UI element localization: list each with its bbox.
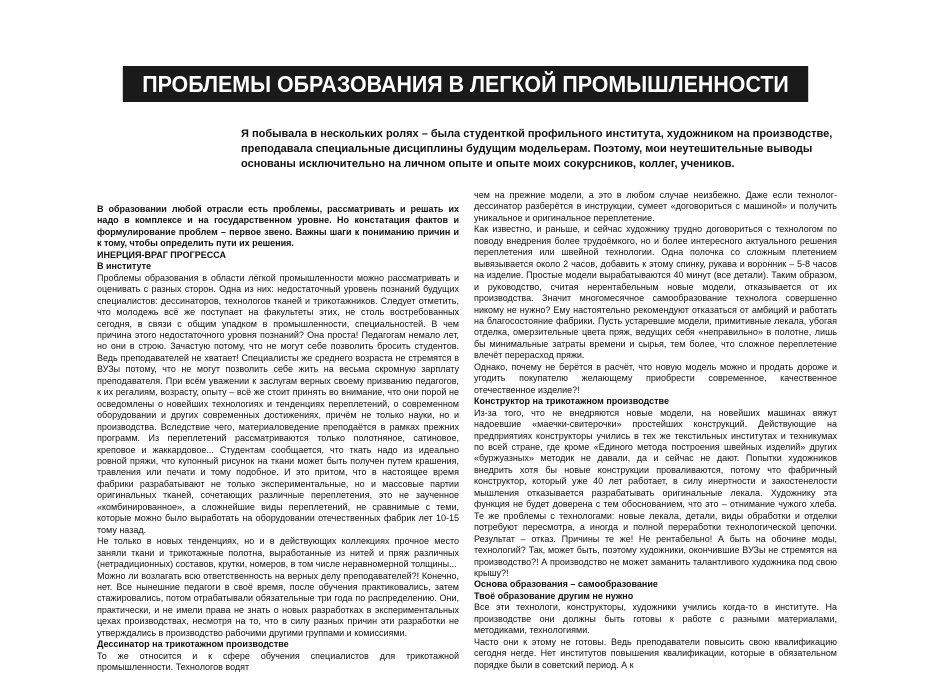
body-paragraph: Однако, почему не берётся в расчёт, что новую модель можно и продать дороже и угодить покупателю желающему приобрести современное, качественное отечественное изделие?! <box>474 361 837 395</box>
body-paragraph: Проблемы образования в области лёгкой промышленности можно рассматривать и оценивать с разных сторон. Одна из них: недостаточный уровень познаний будущих специалистов: дессинаторов, технологов тканей и трикотажников. Следует отметить, что молодежь всё же поступает на факультеты этих, не столь востребованных сегодня, в связи с общим упадком в промышленности, специальностей. В чем причина этого недостаточного уровня познаний? Она проста! Педагогам немало лет, но они в строю. Зачастую потому, что не могут себе позволить бросить студентов. Ведь преподавателей не хватает! Специалисты же среднего возраста не стремятся в ВУЗы потому, что не могут позволить себе жить на весьма скромную зарплату преподавателя. При всём уважении к заслугам верных своему призванию педагогов, к их регалиям, возрасту, опыту – всё же стоит принять во внимание, что они порой не осведомлены о новейших технологиях и тенденциях переплетений, о современном оборудовании и других современных достижениях, причём не только науки, но и производства. Вследствие чего, материаловедение преподаётся в рамках прежних программ. Из переплетений рассматриваются только полотняное, сатиновое, креповое и жаккардовое... Студентам сообщается, что ткать надо из идеально ровной пряжи, что купонный рисунок на ткани может быть получен путем крашения, травления или печати и тому подобное. И это притом, что в настоящее время фабрики разрабатывают не только экспериментальные, но и массовые партии оригинальных тканей, сочетающих различные переплетения, это не заученное «комбинированное», а сложнейшие виды переплетений, не сравнимые с теми, которые можно было выработать на оборудовании отечественных фабрик лет 10-15 тому назад. <box>97 272 459 535</box>
sub-heading: В институте <box>97 261 152 272</box>
body-paragraph: Как известно, и раньше, и сейчас художнику трудно договориться с технологом по поводу внедрения более трудоёмкого, но и более интересного актуального решения переплетения или швейной технологии. Одна полочка со сложным плетением вывязывается около 2 часов, добавить к этому спинку, рукава и воронник – 5-8 часов на изделие. Простые модели вырабатываются 40 минут (все детали). Таким образом, и руководство, считая нерентабельным новые модели, отказывается от их производства. Значит многомесячное самообразование технолога совершенно никому не нужно? Ему настоятельно рекомендуют отказаться от амбиций и работать на благосостояние фабрики. Пусть устаревшие модели, примитивные лекала, убогая отделка, омерзительные цвета пряж, ведущих себя «неправильно» в полотне, лишь бы минимальные затраты времени и сырья, тем более, что сложное переплетение влечёт перерасход пряжи. <box>474 224 837 361</box>
body-paragraph: То же относится и к сфере обучения специалистов для трикотажной промышленности. Технологов водят <box>97 650 459 673</box>
sub-heading: Основа образования – самообразование <box>474 579 658 590</box>
right-column <box>474 190 837 671</box>
body-paragraph: Все эти технологи, конструкторы, художники учились когда-то в институте. На производстве они должны быть готовы к работе с разными материалами, методиками, технологиями. <box>474 602 837 636</box>
intro-paragraph: В образовании любой отрасли есть проблемы, рассматривать и решать их надо в комплексе и на государственном уровне. Но констатация фактов и формулирование проблем – первое звено. Важны шаги к пониманию причин и к тому, чтобы определить пути их решения. <box>97 204 459 249</box>
body-paragraph: Можно ли возлагать всю ответственность на верных делу преподавателей?! Конечно, нет. Все нынешние педагоги в своё время, после обучения практиковались, затем стажировались, потом отрабатывали обязательные три года по распределению. Они, практически, и не имели права не знать о новых разработках в экспериментальных цехах производствах, несмотря на то, что в силу разных причин эти разработки не утверждались в производство рабочими другими группами и комиссиями. <box>97 570 459 638</box>
page-title: ПРОБЛЕМЫ ОБРАЗОВАНИЯ В ЛЕГКОЙ ПРОМЫШЛЕННОСТИ <box>123 66 808 102</box>
left-column <box>97 204 459 674</box>
body-paragraph: Не только в новых тенденциях, но и в действующих коллекциях прочное место заняли ткани и трикотажные полотна, выработанные из нитей и пряж различных (нетрадиционных) составов, крутки, номеров, в том числе неравномерной толщины... <box>97 536 459 570</box>
body-paragraph: Из-за того, что не внедряются новые модели, на новейших машинах вяжут надоевшие «маечки-свитерочки» простейших конструкций. Действующие на предприятиях конструкторы учились в тех же текстильных институтах и техникумах по всей стране, где кроме «Единого метода построения швейных изделий» других «буржуазных» методик не давали, да и сейчас не дают. Попытки художников внедрить хотя бы новые конструкции проваливаются, потому что фабричный конструктор, который уже 40 лет работает, в силу инертности и закостенелости мышления отказывается разрабатывать оригинальные лекала. Художнику эта функция не будет доверена с тем обоснованием, что это – отнимание чужого хлеба. Те же проблемы с технологами: новые лекала, детали, виды обработки и отделки потребуют пересмотра, а иногда и полной переработки технологической цепочки. Результат – отказ. Причины те же! Не рентабельно! А быть на обочине моды, технологий? Так, может быть, поэтому художники, окончившие ВУЗы не стремятся на производство?! А производство не может заманить талантливого художника под свою крышу?! <box>474 407 837 578</box>
section-heading: ИНЕРЦИЯ-ВРАГ ПРОГРЕССА <box>97 249 227 260</box>
body-paragraph: чем на прежние модели, а это в любом случае неизбежно. Даже если технолог-дессинатор разберётся в инструкции, сумеет «договориться с машиной» и получить уникальное и оригинальное переплетение. <box>474 190 837 223</box>
lead-paragraph: Я побывала в нескольких ролях – была студенткой профильного института, художником на производстве, преподавала специальные дисциплины будущим модельерам. Поэтому, мои неутешительные выводы основаны исключительно на личном опыте и опыте моих сокурсников, коллег, учеников. <box>241 128 833 170</box>
sub-heading: Конструктор на трикотажном производстве <box>474 396 669 407</box>
sub-heading: Твоё образование другим не нужно <box>474 590 634 601</box>
body-paragraph: Часто они к этому не готовы. Ведь преподаватели повысить свою квалификацию сегодня негде. Нет институтов повышения квалификации, которые в обязательном порядке были в советский период. А к <box>474 636 837 670</box>
sub-heading: Дессинатор на трикотажном производстве <box>97 639 289 650</box>
